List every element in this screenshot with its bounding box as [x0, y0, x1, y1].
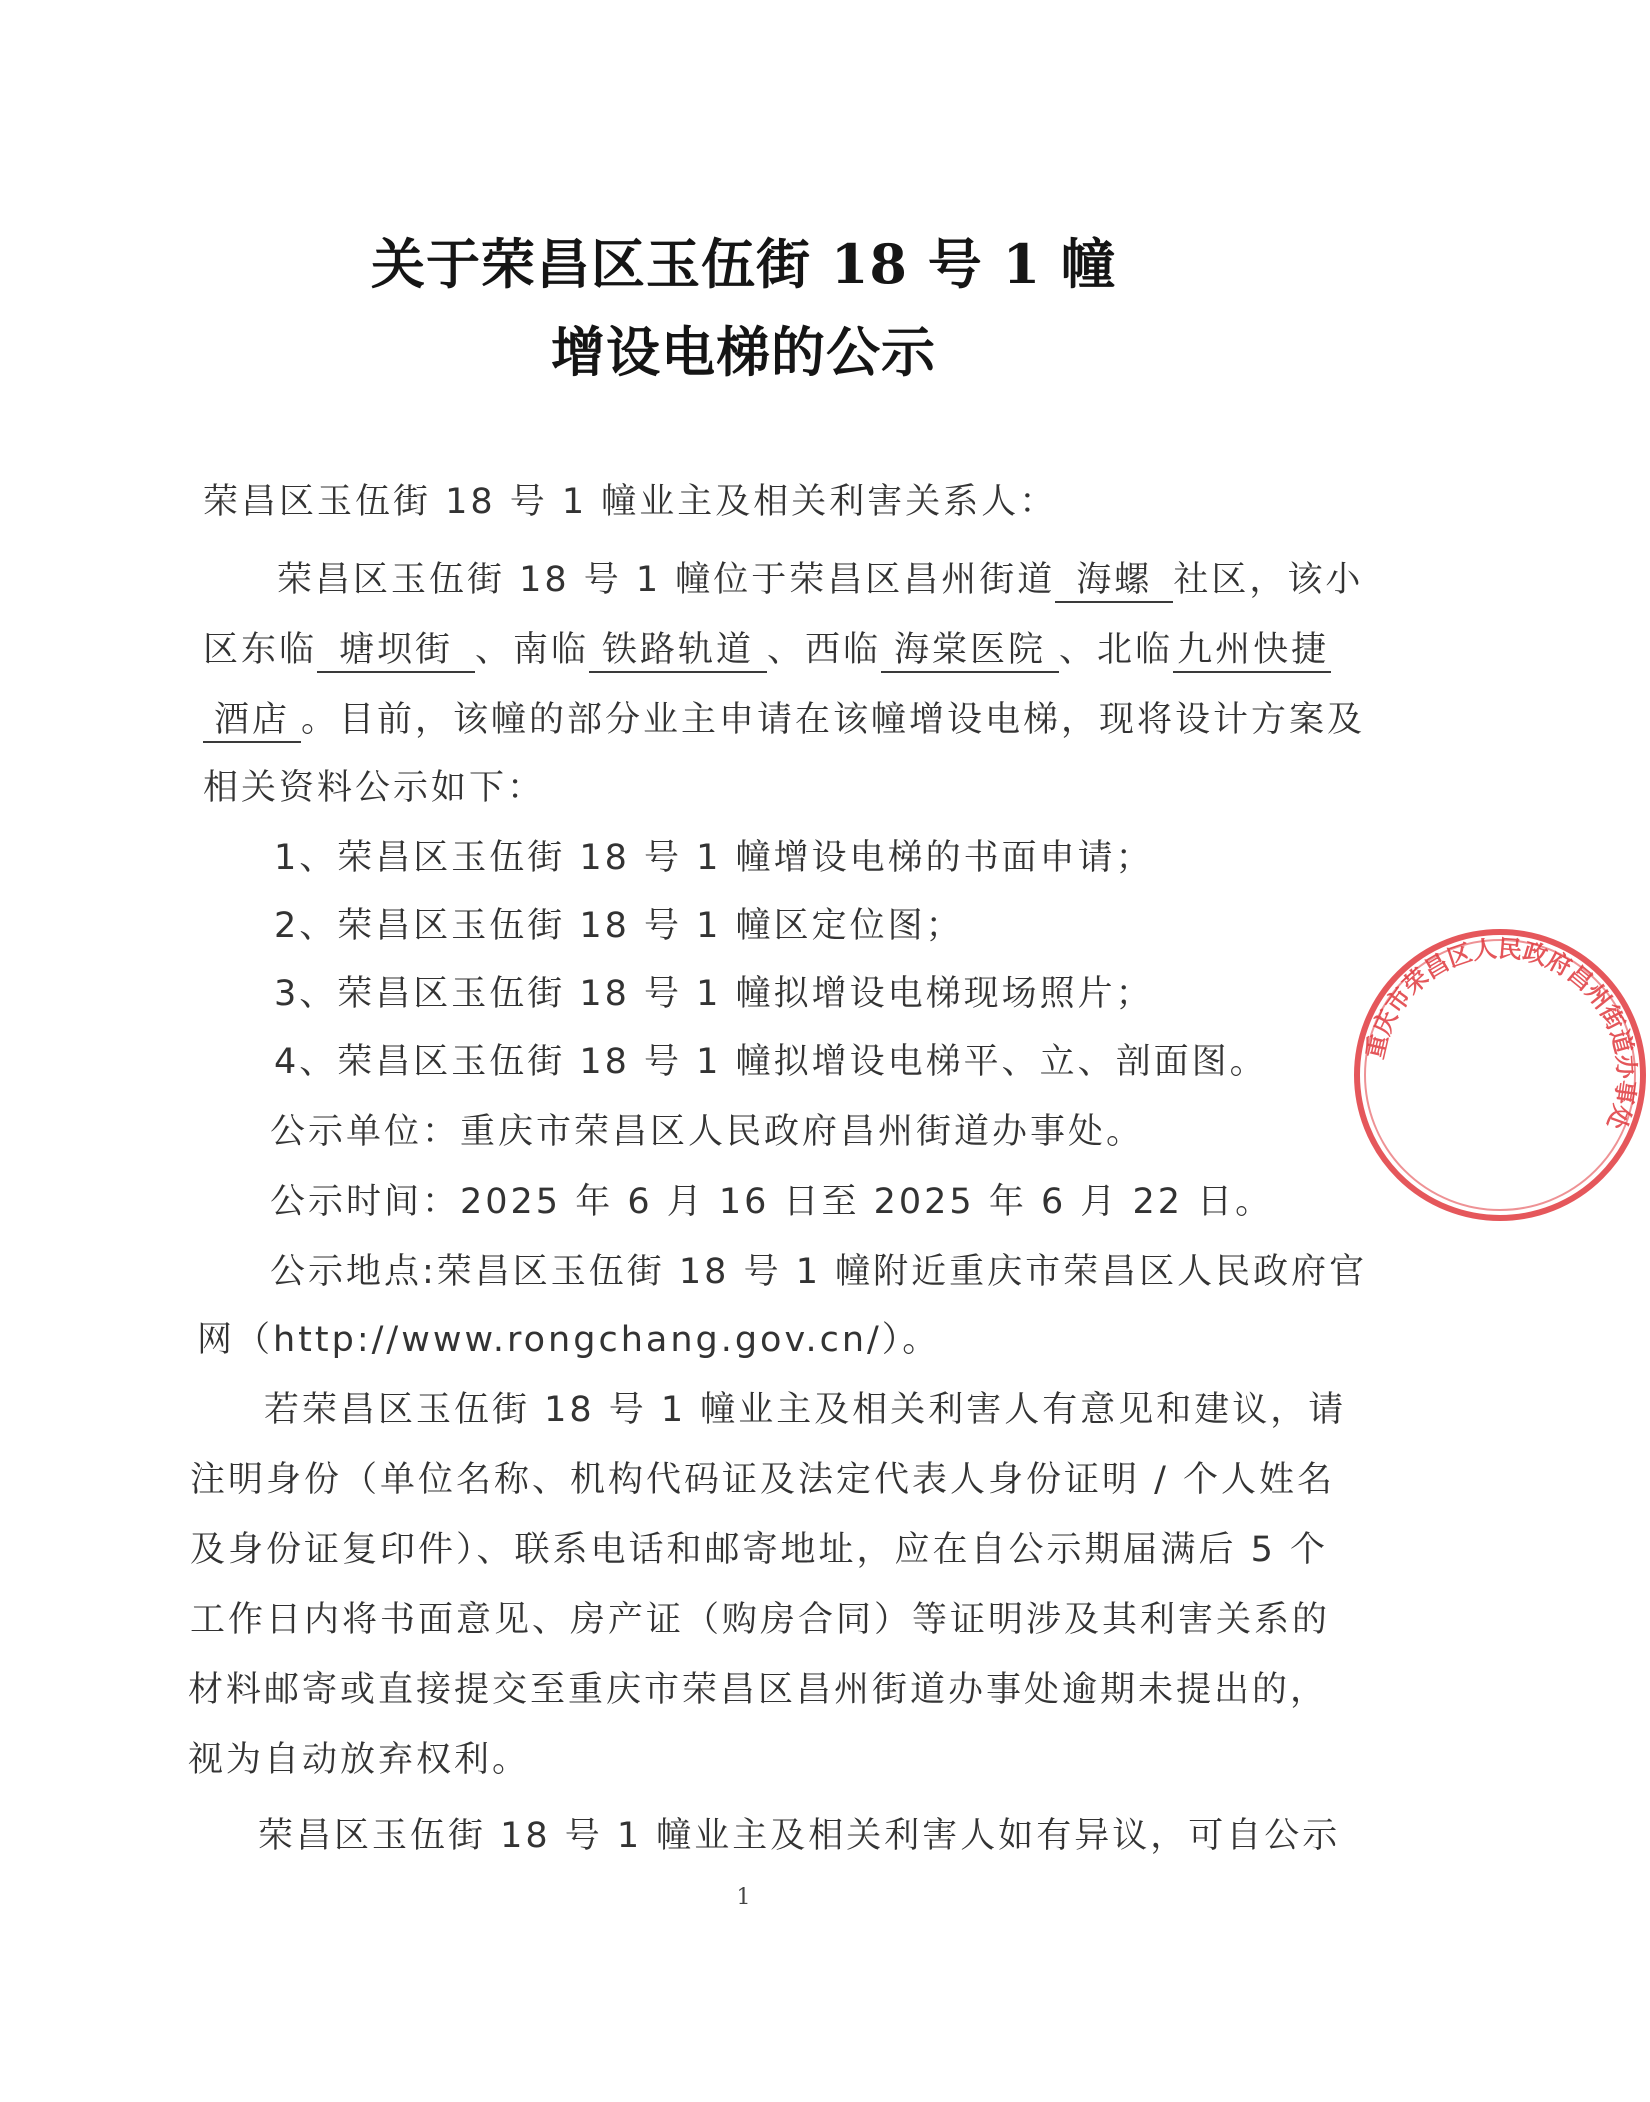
publicity-place-line-1: 公示地点:荣昌区玉伍街 18 号 1 幢附近重庆市荣昌区人民政府官	[270, 1252, 1368, 1292]
paragraph-1-text: 荣昌区玉伍街 18 号 1 幢位于荣昌区昌州街道	[277, 560, 1056, 600]
paragraph-1-line-4: 相关资料公示如下：	[203, 768, 546, 808]
list-item-2: 2、荣昌区玉伍街 18 号 1 幢区定位图；	[274, 906, 964, 946]
paragraph-2-line-4: 工作日内将书面意见、房产证（购房合同）等证明涉及其利害关系的	[190, 1600, 1331, 1640]
paragraph-2-line-2: 注明身份（单位名称、机构代码证及法定代表人身份证明 / 个人姓名	[190, 1460, 1336, 1500]
svg-text:重庆市荣昌区人民政府昌州街道办事处	[1361, 934, 1641, 1133]
west-boundary: 海棠医院	[881, 629, 1059, 673]
list-item-3: 3、荣昌区玉伍街 18 号 1 幢拟增设电梯现场照片；	[274, 974, 1154, 1014]
paragraph-2-line-3: 及身份证复印件）、联系电话和邮寄地址，应在自公示期届满后 5 个	[190, 1530, 1329, 1570]
salutation: 荣昌区玉伍街 18 号 1 幢业主及相关利害关系人：	[203, 482, 1058, 522]
paragraph-2-line-5: 材料邮寄或直接提交至重庆市荣昌区昌州街道办事处逾期未提出的，	[188, 1670, 1329, 1710]
east-boundary: 塘坝街	[317, 629, 475, 673]
paragraph-3-line-1: 荣昌区玉伍街 18 号 1 幢业主及相关利害人如有异议，可自公示	[258, 1816, 1341, 1856]
official-seal	[1350, 925, 1641, 1225]
paragraph-1-text: 社区，该小	[1173, 560, 1364, 600]
paragraph-2-line-6: 视为自动放弃权利。	[188, 1740, 531, 1780]
page-number: 1	[736, 1885, 751, 1910]
seal-stamp-icon	[1350, 925, 1650, 1225]
paragraph-1-text: 。目前，该幢的部分业主申请在该幢增设电梯，现将设计方案及	[301, 700, 1366, 740]
paragraph-1-line-3	[203, 696, 1365, 744]
document-title-line-2: 增设电梯的公示	[551, 320, 936, 384]
list-item-1: 1、荣昌区玉伍街 18 号 1 幢增设电梯的书面申请；	[274, 838, 1154, 878]
north-boundary: 九州快捷	[1173, 629, 1331, 673]
publicity-place-line-2: 网（http://www.rongchang.gov.cn/）。	[197, 1320, 941, 1360]
south-boundary: 铁路轨道	[589, 629, 767, 673]
north-label: 、北临	[1059, 630, 1174, 670]
south-label: 、南临	[475, 630, 590, 670]
document-title-line-1: 关于荣昌区玉伍街 18 号 1 幢	[371, 232, 1116, 296]
list-item-4: 4、荣昌区玉伍街 18 号 1 幢拟增设电梯平、立、剖面图。	[274, 1042, 1268, 1082]
publicity-time: 公示时间：2025 年 6 月 16 日至 2025 年 6 月 22 日。	[270, 1182, 1274, 1222]
east-label: 区东临	[203, 630, 318, 670]
paragraph-1-line-2	[203, 626, 1331, 674]
seal-text: 重庆市荣昌区人民政府昌州街道办事处	[1360, 934, 1641, 1134]
publicity-unit: 公示单位：重庆市荣昌区人民政府昌州街道办事处。	[270, 1112, 1145, 1152]
west-label: 、西临	[767, 630, 882, 670]
north-boundary-continued: 酒店	[203, 699, 301, 743]
community-name: 海螺	[1055, 559, 1173, 603]
paragraph-1-line-1	[277, 556, 1363, 604]
paragraph-2-line-1: 若荣昌区玉伍街 18 号 1 幢业主及相关利害人有意见和建议，请	[264, 1390, 1347, 1430]
